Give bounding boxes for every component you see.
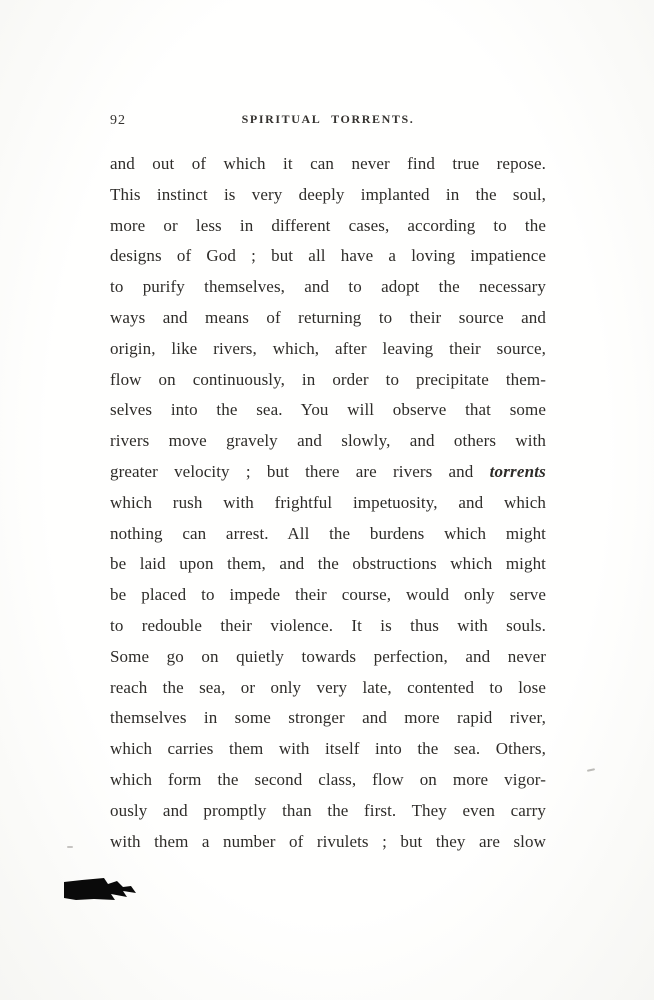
text-line: be placed to impede their course, would only serve <box>110 585 546 605</box>
body-text <box>110 149 546 857</box>
text-line: flow on continuously, in order to precipitate them- <box>110 369 546 389</box>
text-line: Some go on quietly towards perfection, and never <box>110 646 546 666</box>
text-line: selves into the sea. You will observe that some <box>110 400 546 420</box>
text-line: rivers move gravely and slowly, and others with <box>110 431 546 451</box>
text-line: to redouble their violence. It is thus with souls. <box>110 615 546 635</box>
stray-mark-left <box>67 846 73 848</box>
text-line: ways and means of returning to their source and <box>110 307 546 327</box>
text-line: This instinct is very deeply implanted in the soul, <box>110 184 546 204</box>
text-line: nothing can arrest. All the burdens which might <box>110 523 546 543</box>
text-line: which form the second class, flow on more vigor- <box>110 769 546 789</box>
text-line: which carries them with itself into the sea. Others, <box>110 739 546 759</box>
text-line: with them a number of rivulets ; but they are slow <box>110 831 546 851</box>
text-line: which rush with frightful impetuosity, and which <box>110 492 546 512</box>
text-line: greater velocity ; but there are rivers and torrents <box>110 461 546 481</box>
text-line: and out of which it can never find true repose. <box>110 154 546 173</box>
page-header <box>110 112 546 132</box>
text-line: ously and promptly than the first. They even carry <box>110 800 546 820</box>
text-line: designs of God ; but all have a loving impatience <box>110 246 546 266</box>
running-title: SPIRITUAL TORRENTS. <box>241 112 415 126</box>
text-line: more or less in different cases, according to the <box>110 215 546 235</box>
page-number: 92 <box>110 113 126 128</box>
text-line: to purify themselves, and to adopt the necessary <box>110 277 546 297</box>
text-line: themselves in some stronger and more rapid river, <box>110 708 546 728</box>
text-line: origin, like rivers, which, after leaving their source, <box>110 338 546 358</box>
text-line: reach the sea, or only very late, contented to lose <box>110 677 546 697</box>
stray-mark-right <box>587 768 595 772</box>
text-line: be laid upon them, and the obstructions which might <box>110 554 546 574</box>
ink-smudge-artifact <box>64 878 138 903</box>
